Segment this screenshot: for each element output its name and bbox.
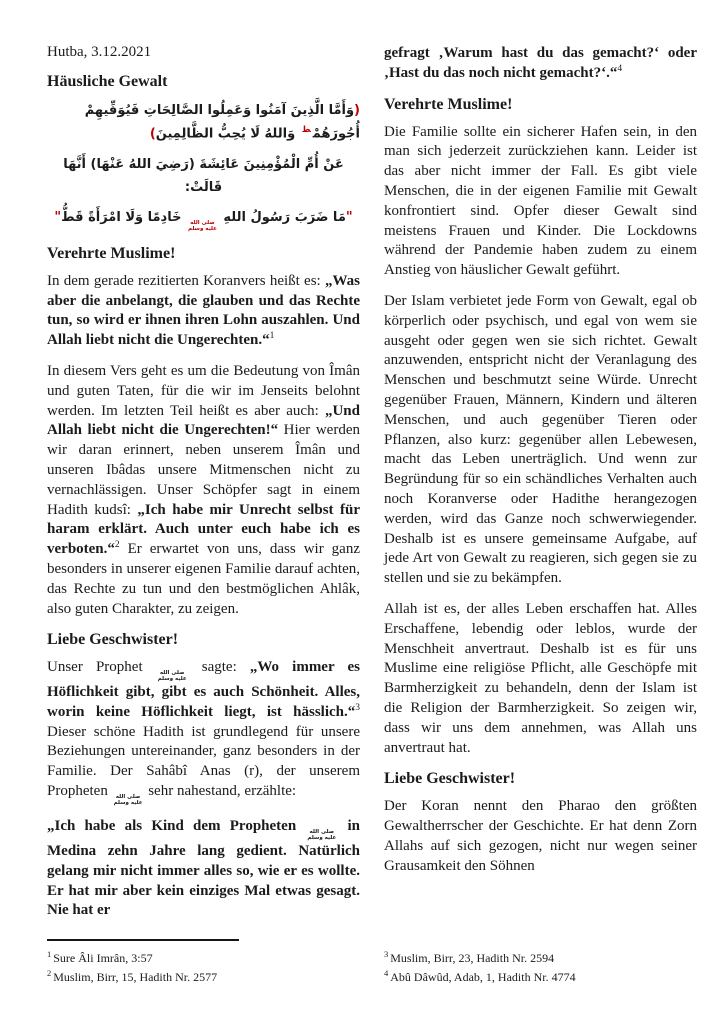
body-paragraph [384,600,697,758]
text-run: وَأَمَّا الَّذِينَ آمَنُوا وَعَمِلُوا الصَّالِحَاتِ فَيُوَفِّيهِمْ أُجُورَهُمْ [84,103,360,142]
text-run: Der Koran nennt den Pharao den größten Gewaltherrscher der Geschichte. Er hat denn Zorn Allahs auf sich gezogen, nicht nur wegen seiner Grausamkeit den Söhnen [384,798,697,874]
footnote-reference: 2 [114,540,120,551]
right-footnotes [384,944,697,986]
body-paragraph [384,292,697,589]
section-heading-verehrte-muslime-1 [47,245,360,263]
section-heading-liebe-geschwister-2 [384,770,697,788]
arabic-narrator-line [47,154,360,200]
footnote [47,967,360,986]
pbuh-calligraphy-icon: صلى الله عليه وسلم [188,220,217,233]
text-run: In diesem Vers geht es um die Bedeutung von Îmân und guten Taten, für die wir im Jenseits belohnt werden. Im letzten Teil heißt es aber auch: [47,363,360,419]
text-run: sehr nahestand, erzählte: [144,782,297,799]
text-run: „Ich habe als Kind dem Propheten [47,818,306,835]
body-paragraph [47,658,360,806]
text-run: Liebe Geschwister! [384,770,516,788]
left-footnotes [47,935,360,986]
pbuh-calligraphy-icon: صلى الله عليه وسلم [113,793,143,806]
text-run: ط [301,124,311,135]
footnote-text: Muslim, Birr, 23, Hadith Nr. 2594 [390,951,555,965]
arabic-quran-verse [47,100,360,146]
text-run: Hier werden wir daran erinnert, neben unserem Îmân und unseren Ibâdas unsere Mitmenschen nicht zu vernachlässigen. Unser Schöpfer sagt in einem Hadith kudsî: [47,422,360,518]
text-run: وَاللهُ لَا يُحِبُّ الظَّالِمِينَ [155,126,300,142]
text-run: „Wo immer es Höflichkeit gibt, gibt es auch Schönheit. Alles, worin keine Höflichkeit liegt, ist hässlich.“ [47,659,360,720]
text-run: „Was aber die anbelangt, die glauben und das Rechte tun, so wird er ihnen ihren Lohn auszahlen. Und Allah liebt nicht die Ungerechten.“ [47,272,360,349]
text-run: مَا ضَرَبَ رَسُولُ اللهِ [218,210,346,226]
body-paragraph [47,362,360,619]
date-line [47,44,360,61]
document-title [47,73,360,91]
text-run: Liebe Geschwister! [47,631,179,649]
section-heading-verehrte-muslime-2 [384,96,697,114]
text-run: in Medina zehn Jahre lang gedient. Natürlich gelang mir nicht immer alles so, wie er es wollte. Er hat mir aber kein einziges Mal etwas gesagt. Nie hat er [47,818,360,919]
footnote-text: Sure Âli Imrân, 3:57 [53,951,153,965]
text-run: In dem gerade rezitierten Koranvers heißt es: [47,272,325,289]
pbuh-calligraphy-icon: صلى الله عليه وسلم [307,829,337,842]
arabic-hadith-line [47,207,360,233]
left-column-content [47,44,360,932]
text-run: Verehrte Muslime! [384,95,513,113]
right-column-content [384,44,697,887]
text-run: خَادِمًا وَلَا امْرَأَةً قَطُّ [61,210,186,226]
footnote-number: 2 [47,968,52,978]
text-run: Die Familie sollte ein sicherer Hafen sein, in den man sich jederzeit zurückziehen kann. Leider ist das aber nicht immer der Fall. Es gibt viele Menschen, die in der eigenen Familie mit Gewalt konfrontiert sind. Opfer dieser Gewalt sind meistens Frauen und Kinder. Die Lockdowns während der Pandemie haben zudem zu einem Anstieg von häuslicher Gewalt geführt. [384,123,697,279]
footnote-text: Abû Dâwûd, Adab, 1, Hadith Nr. 4774 [390,970,576,984]
text-run: Der Islam verbietet jede Form von Gewalt, egal ob körperlich oder psychisch, und egal von wem sie ausgeht oder gegen wen sie sich richtet. Gewalt anzuwenden, entspricht nicht der Veranlagung des Menschen und beschmutzt seine Würde. Unrecht gegenüber Frauen, Männern, Kindern und älteren Menschen, und auch gegenüber Tieren oder Pflanzen, also kurz: gegenüber allen Lebewesen, macht das Leben unerträglich. Und wenn zur Begründung für so ein schändliches Verhalten auch noch Koranverse oder Hadithe herangezogen werden, wird das Ganze noch schwerwiegender. Deshalb ist es unsere gemeinsame Aufgabe, auf jede Art von Gewalt zu reagieren, sich gegen sie zu stellen und sie zu bekämpfen. [384,292,697,587]
text-run: „Und Allah liebt nicht die Ungerechten!“ [47,402,360,439]
text-run: عَنْ أُمِّ الْمُؤْمِنِينَ عَائِشَةَ (رَضِيَ اللهُ عَنْهَا) أَنَّهَا قَالَتْ: [63,156,344,195]
footnote-reference: 4 [617,63,623,74]
footnote [384,948,697,967]
text-run: gefragt ‚Warum hast du das gemacht?‘ oder ‚Hast du das noch nicht gemacht?‘.“ [384,45,697,81]
footnote-separator [47,939,239,941]
footnote-reference: 3 [355,702,360,713]
right-column [384,44,697,986]
left-column [47,44,360,986]
footnote-text: Muslim, Birr, 15, Hadith Nr. 2577 [53,970,218,984]
pbuh-calligraphy-icon: صلى الله عليه وسلم [157,670,187,683]
text-run: Allah ist es, der alles Leben erschaffen hat. Alles Erschaffene, lebendig oder leblos, wurde der Menschheit anvertraut. Deshalb ist es für uns Muslime eine religiöse Pflicht, alle Geschöpfe mit Barmherzigkeit zu behandeln, denn der Islam ist die Religion der Barmherzigkeit. So zeigen wir, dass wir uns dem annehmen, was Allah uns anvertraut hat. [384,600,697,756]
footnote-reference: 1 [269,331,275,342]
text-run: sagte: [188,659,250,676]
footnote [384,967,697,986]
text-run: Hutba, 3.12.2021 [47,44,152,60]
text-run: ( [354,103,360,118]
text-run: " [345,210,353,226]
section-heading-liebe-geschwister-1 [47,631,360,649]
text-run: „Ich habe mir Unrecht selbst für haram erklärt. Auch unter euch habe ich es verboten.“ [47,501,360,558]
text-run: Häusliche Gewalt [47,73,168,90]
footnote-number: 4 [384,968,389,978]
text-run: Unser Prophet [47,659,156,676]
body-paragraph [384,797,697,876]
text-run: ) [149,126,156,142]
text-run: Verehrte Muslime! [47,244,176,262]
text-run: " [54,210,62,226]
body-paragraph [384,44,697,84]
body-paragraph [47,272,360,351]
footnote-number: 3 [384,949,389,959]
footnote-number: 1 [47,949,52,959]
body-paragraph [47,817,360,921]
body-paragraph [384,123,697,281]
footnote [47,948,360,967]
text-run: Er erwartet von uns, dass wir ganz besonders in unserer eigenen Familie darauf achten, das Rechte zu tun und den bestmöglichen Ahlâk, also guten Charakter, zu zeigen. [47,541,360,617]
text-run: Dieser schöne Hadith ist grundlegend für unsere Beziehungen untereinander, ganz besonders in der Familie. Der Sahâbî Anas (r), der unserem Propheten [47,723,360,799]
